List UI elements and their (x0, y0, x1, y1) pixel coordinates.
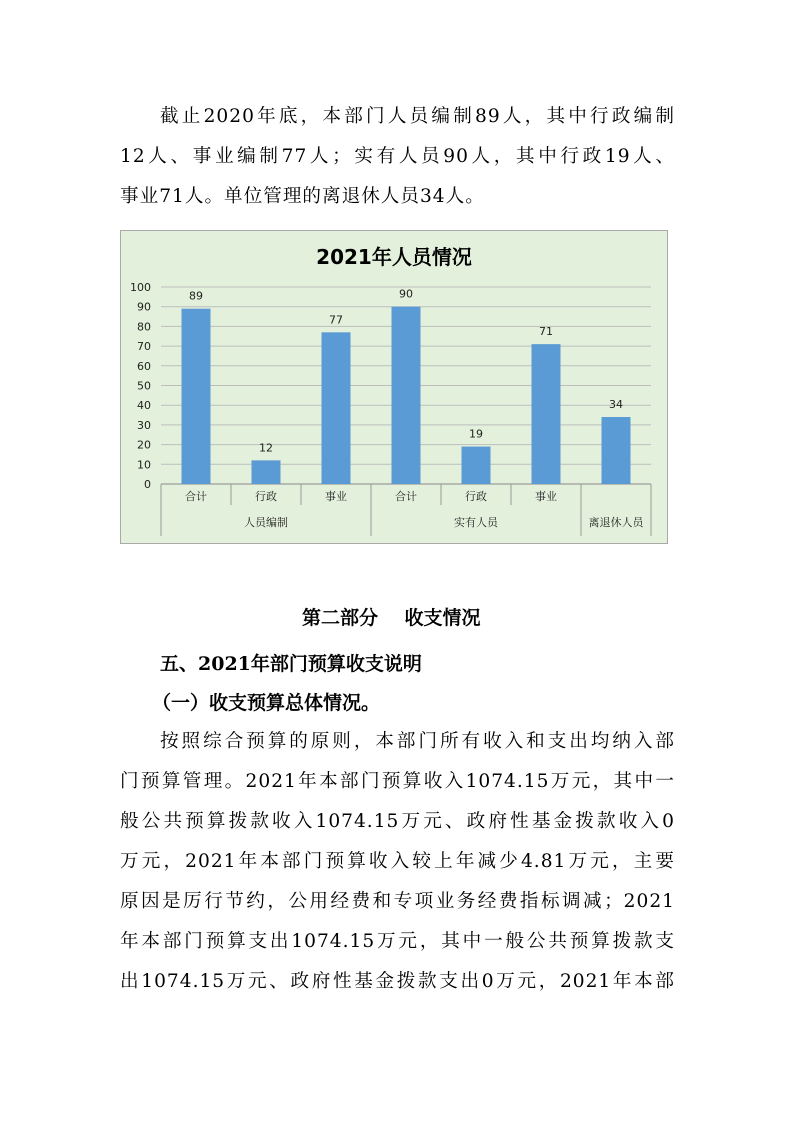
data-label: 77 (329, 313, 343, 327)
group-label: 人员编制 (244, 516, 288, 529)
data-label: 90 (399, 287, 413, 301)
bar (182, 309, 211, 484)
intro-line: 事业71人。单位管理的离退休人员34人。 (120, 186, 485, 207)
y-tick-label: 50 (137, 379, 151, 393)
y-tick-label: 100 (130, 281, 151, 294)
budget-line: 般公共预算拨款收入1074.15万元、政府性基金拨款收入0 (120, 811, 675, 832)
data-label: 19 (469, 427, 483, 441)
y-tick-label: 70 (137, 340, 151, 354)
data-label: 71 (539, 325, 553, 339)
group-label: 实有人员 (454, 516, 498, 529)
data-label: 12 (259, 441, 273, 455)
chart-title: 2021年人员情况 (316, 245, 472, 269)
budget-line: 门预算管理。2021年本部门预算收入1074.15万元，其中一 (120, 771, 675, 792)
category-label: 事业 (325, 490, 347, 503)
intro-line: 截止2020年底，本部门人员编制89人，其中行政编制 (160, 106, 675, 127)
budget-paragraph (120, 722, 675, 1002)
bar (322, 332, 351, 484)
y-tick-label: 80 (137, 320, 151, 334)
y-tick-label: 90 (137, 300, 151, 314)
y-tick-label: 40 (137, 399, 151, 413)
y-tick-label: 10 (137, 458, 151, 472)
bar (532, 344, 561, 484)
bar (392, 307, 421, 484)
budget-line: 万元，2021年本部门预算收入较上年减少4.81万元，主要 (120, 851, 675, 872)
bar (602, 417, 631, 484)
budget-line: 年本部门预算支出1074.15万元，其中一般公共预算拨款支 (120, 931, 675, 952)
category-label: 行政 (255, 490, 277, 503)
category-label: 行政 (465, 490, 487, 503)
intro-paragraph (120, 97, 675, 217)
category-label: 事业 (535, 490, 557, 503)
staff-chart-svg (121, 231, 667, 543)
budget-line: 原因是厉行节约，公用经费和专项业务经费指标调减；2021 (120, 891, 675, 912)
y-tick-label: 0 (144, 478, 151, 491)
data-label: 34 (609, 398, 623, 412)
subsection-heading: （一）收支预算总体情况。 (152, 692, 381, 714)
part-title: 第二部分 收支情况 (302, 607, 481, 629)
bar (462, 447, 491, 484)
y-tick-label: 20 (137, 438, 151, 452)
budget-line: 按照综合预算的原则，本部门所有收入和支出均纳入部 (160, 731, 675, 752)
bar (252, 460, 281, 484)
staff-chart (120, 230, 668, 544)
y-tick-label: 60 (137, 359, 151, 373)
group-label: 离退休人员 (588, 516, 644, 529)
section-heading: 五、2021年部门预算收支说明 (160, 653, 422, 675)
data-label: 89 (189, 289, 203, 303)
category-label: 合计 (395, 490, 417, 503)
budget-line: 出1074.15万元、政府性基金拨款支出0万元，2021年本部 (120, 971, 675, 992)
category-label: 合计 (185, 490, 207, 503)
intro-line: 12人、事业编制77人；实有人员90人，其中行政19人、 (120, 146, 675, 167)
y-tick-label: 30 (137, 418, 151, 432)
